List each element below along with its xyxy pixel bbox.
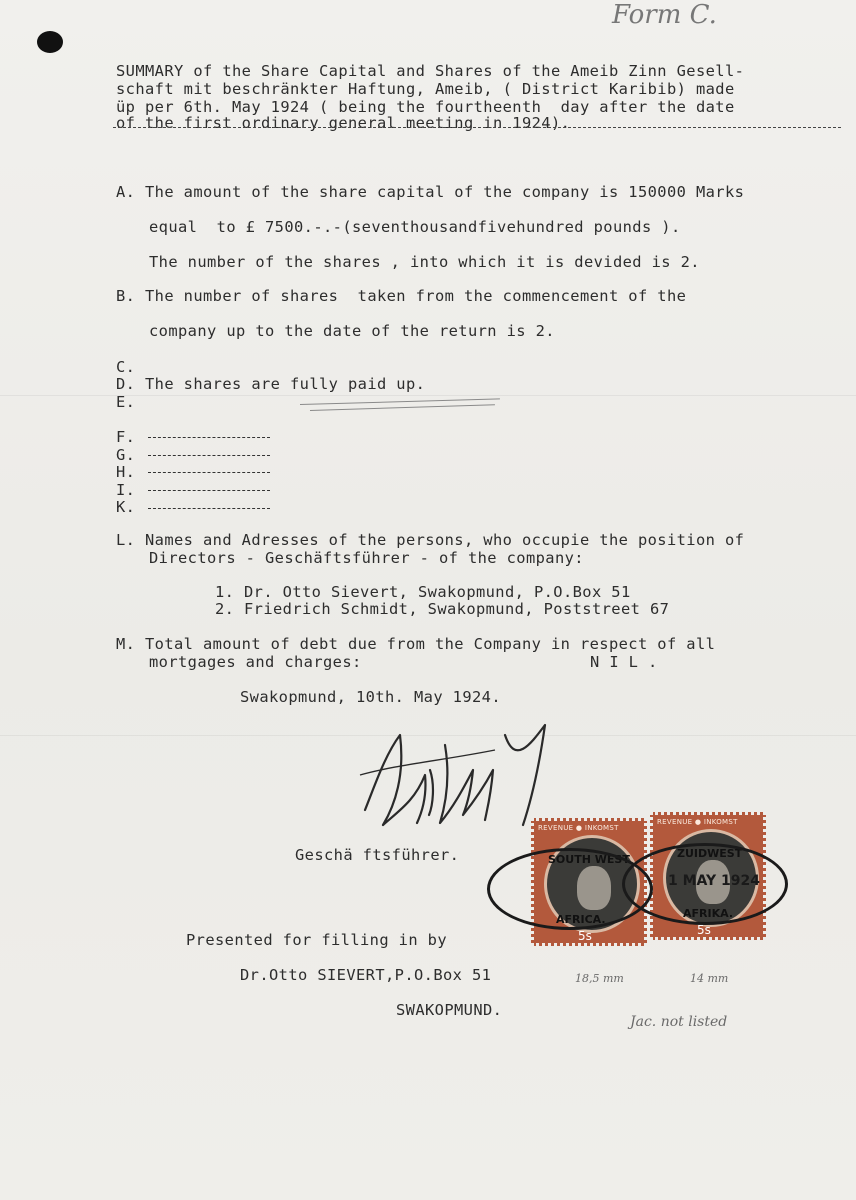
header-line-1: SUMMARY of the Share Capital and Shares of the Ameib Zinn Gesell- xyxy=(116,62,745,80)
blank-dashes xyxy=(148,472,270,473)
item-b-line-2: company up to the date of the return is 2. xyxy=(149,322,555,340)
item-a-line-1: A. The amount of the share capital of the company is 150000 Marks xyxy=(116,183,745,201)
pencil-note-catalog: Jac. not listed xyxy=(630,1014,728,1030)
director-1: 1. Dr. Otto Sievert, Swakopmund, P.O.Box 51 xyxy=(215,583,631,601)
signature xyxy=(355,715,560,835)
presented-line-3: SWAKOPMUND. xyxy=(396,1001,503,1019)
header-underline xyxy=(113,127,841,128)
header-line-3: üp per 6th. May 1924 ( being the fourtheenth day after the date xyxy=(116,98,735,116)
pencil-note-right: 14 mm xyxy=(690,972,729,985)
stamp-top-text: REVENUE ● INKOMST xyxy=(538,824,619,832)
pencil-stroke xyxy=(310,404,495,411)
stamp-overprint-top: ZUIDWEST xyxy=(677,847,743,860)
stamp-value: 5s xyxy=(697,923,711,937)
place-date: Swakopmund, 10th. May 1924. xyxy=(240,688,501,706)
director-2: 2. Friedrich Schmidt, Swakopmund, Poststreet 67 xyxy=(215,600,670,618)
stamp-top-text: REVENUE ● INKOMST xyxy=(657,818,738,826)
stamp-overprint-bottom: AFRICA. xyxy=(556,913,606,926)
signature-role: Geschä ftsführer. xyxy=(295,846,460,864)
blank-dashes xyxy=(148,508,270,509)
item-k: K. xyxy=(116,498,136,516)
punch-hole xyxy=(37,31,63,53)
item-i: I. xyxy=(116,481,136,499)
stamp-overprint-bottom: AFRIKA. xyxy=(683,907,734,920)
item-a-line-3: The number of the shares , into which it is devided is 2. xyxy=(149,253,700,271)
item-d: D. The shares are fully paid up. xyxy=(116,375,426,393)
blank-dashes xyxy=(148,437,270,438)
header-line-2: schaft mit beschränkter Haftung, Ameib, ( District Karibib) made xyxy=(116,80,735,98)
item-m-line-2: mortgages and charges: xyxy=(149,653,362,671)
blank-dashes xyxy=(148,455,270,456)
item-c: C. xyxy=(116,358,136,376)
item-l-line-2: Directors - Geschäftsführer - of the company: xyxy=(149,549,584,567)
stamp-value: 5s xyxy=(578,929,592,943)
presented-line-2: Dr.Otto SIEVERT,P.O.Box 51 xyxy=(240,966,492,984)
debt-value: N I L . xyxy=(590,653,658,671)
form-annotation: Form C. xyxy=(612,0,717,30)
pencil-note-left: 18,5 mm xyxy=(575,972,624,985)
blank-dashes xyxy=(148,490,270,491)
item-g: G. xyxy=(116,446,136,464)
item-l-line-1: L. Names and Adresses of the persons, who occupie the position of xyxy=(116,531,745,549)
header-line-4: of the first ordinary general meeting in 1924). xyxy=(116,114,571,132)
item-a-line-2: equal to £ 7500.-.-(seventhousandfivehundred pounds ). xyxy=(149,218,681,236)
item-h: H. xyxy=(116,463,136,481)
presented-line-1: Presented for filling in by xyxy=(186,931,447,949)
item-m-line-1: M. Total amount of debt due from the Company in respect of all xyxy=(116,635,716,653)
item-b-line-1: B. The number of shares taken from the commencement of the xyxy=(116,287,687,305)
item-e: E. xyxy=(116,393,136,411)
item-f: F. xyxy=(116,428,136,446)
stamp-overprint-top: SOUTH WEST xyxy=(548,853,630,866)
cancellation-date: 1 MAY 1924 xyxy=(668,873,761,889)
